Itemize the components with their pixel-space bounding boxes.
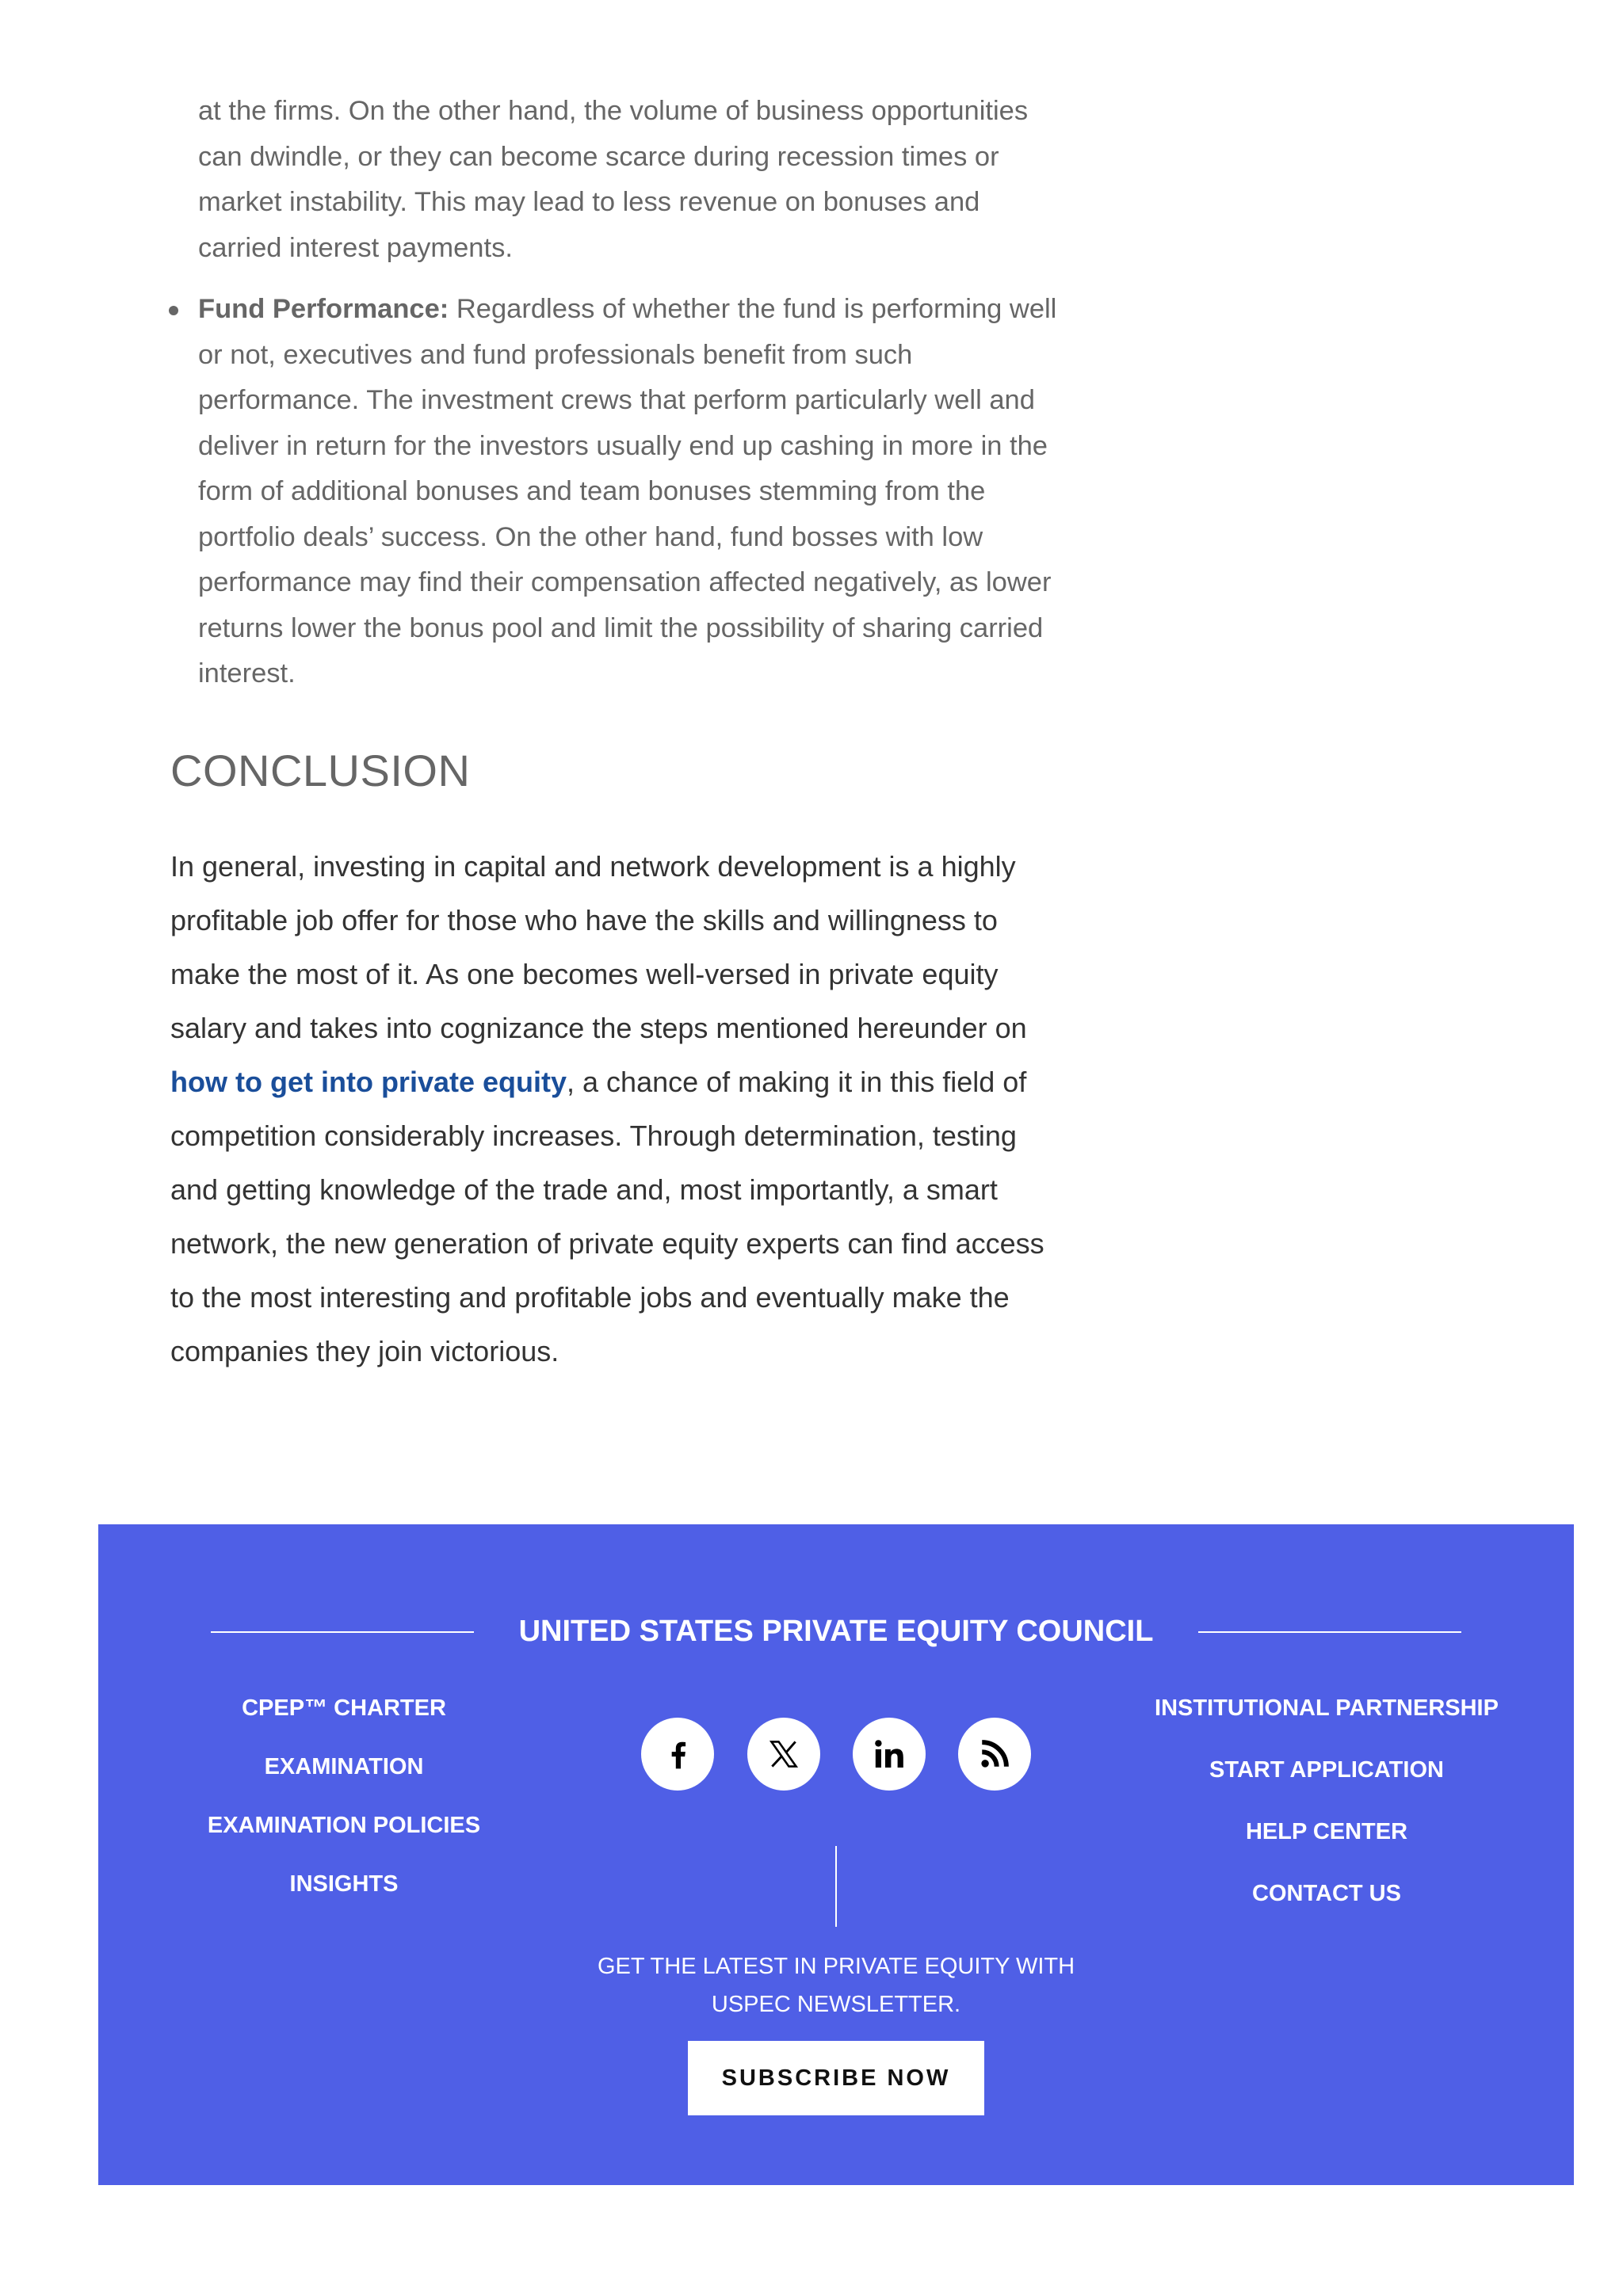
site-footer bbox=[98, 1524, 1574, 2185]
bullet-point-icon bbox=[169, 306, 178, 315]
conclusion-heading: CONCLUSION bbox=[170, 745, 471, 795]
list-item bbox=[170, 287, 1058, 697]
footer-link-examination-policies[interactable]: EXAMINATION POLICIES bbox=[207, 1813, 481, 1838]
footer-link-cpep-charter[interactable]: CPEP™ CHARTER bbox=[242, 1695, 446, 1721]
conclusion-paragraph bbox=[170, 840, 1058, 1379]
bullet-list bbox=[170, 287, 1058, 697]
footer-link-institutional-partnership[interactable]: INSTITUTIONAL PARTNERSHIP bbox=[1155, 1695, 1499, 1721]
footer-link-start-application[interactable]: START APPLICATION bbox=[1209, 1757, 1444, 1783]
private-equity-link[interactable]: how to get into private equity bbox=[170, 1065, 567, 1098]
footer-link-insights[interactable]: INSIGHTS bbox=[289, 1871, 399, 1897]
footer-link-help-center[interactable]: HELP CENTER bbox=[1245, 1819, 1408, 1844]
footer-nav-right bbox=[1128, 1692, 1525, 1939]
linkedin-icon[interactable] bbox=[853, 1718, 926, 1791]
footer-link-contact-us[interactable]: CONTACT US bbox=[1252, 1881, 1401, 1906]
subscribe-button[interactable]: SUBSCRIBE NOW bbox=[688, 2041, 984, 2115]
footer-title: UNITED STATES PRIVATE EQUITY COUNCIL bbox=[518, 1615, 1154, 1648]
bullet-text: Regardless of whether the fund is performing well or not, executives and fund professionals benefit from such performance. The investment crews that perform particularly well and deliver in return for the investors usually end up cashing in more in the form of additional bonuses and team bonuses stemming from the portfolio deals’ success. On the other hand, fund bosses with low performance may find their compensation affected negatively, as lower returns lower the bonus pool and limit the possibility of sharing carried interest. bbox=[198, 294, 1057, 688]
footer-link-examination[interactable]: EXAMINATION bbox=[264, 1754, 424, 1779]
title-divider-right bbox=[1198, 1631, 1461, 1633]
vertical-divider bbox=[835, 1846, 837, 1927]
x-icon[interactable] bbox=[747, 1718, 820, 1791]
continued-paragraph: at the firms. On the other hand, the volume of business opportunities can dwindle, or they can become scarce during recession times or market instability. This may lead to less revenue on bonuses and carried interest payments. bbox=[198, 96, 1029, 263]
footer-nav-left bbox=[178, 1692, 510, 1927]
facebook-icon[interactable] bbox=[641, 1718, 714, 1791]
article-body bbox=[170, 89, 1058, 1379]
newsletter-text: GET THE LATEST IN PRIVATE EQUITY WITH USPEC NEWSLETTER. bbox=[597, 1954, 1075, 2017]
conclusion-text-before: In general, investing in capital and network development is a highly profitable job offer for those who have the skills and willingness to make the most of it. As one becomes well-versed in private equity salary and takes into cognizance the steps mentioned hereunder on bbox=[170, 849, 1027, 1044]
bullet-label: Fund Performance: bbox=[198, 294, 449, 324]
social-links bbox=[641, 1718, 1033, 1791]
conclusion-text-after: , a chance of making it in this field of competition considerably increases. Through determination, testing and getting knowledge of the trade and, most importantly, a smart network, the new generation of private equity experts can find access to the most interesting and profitable jobs and eventually make the companies they join victorious. bbox=[170, 1065, 1044, 1367]
rss-icon[interactable] bbox=[958, 1718, 1031, 1791]
